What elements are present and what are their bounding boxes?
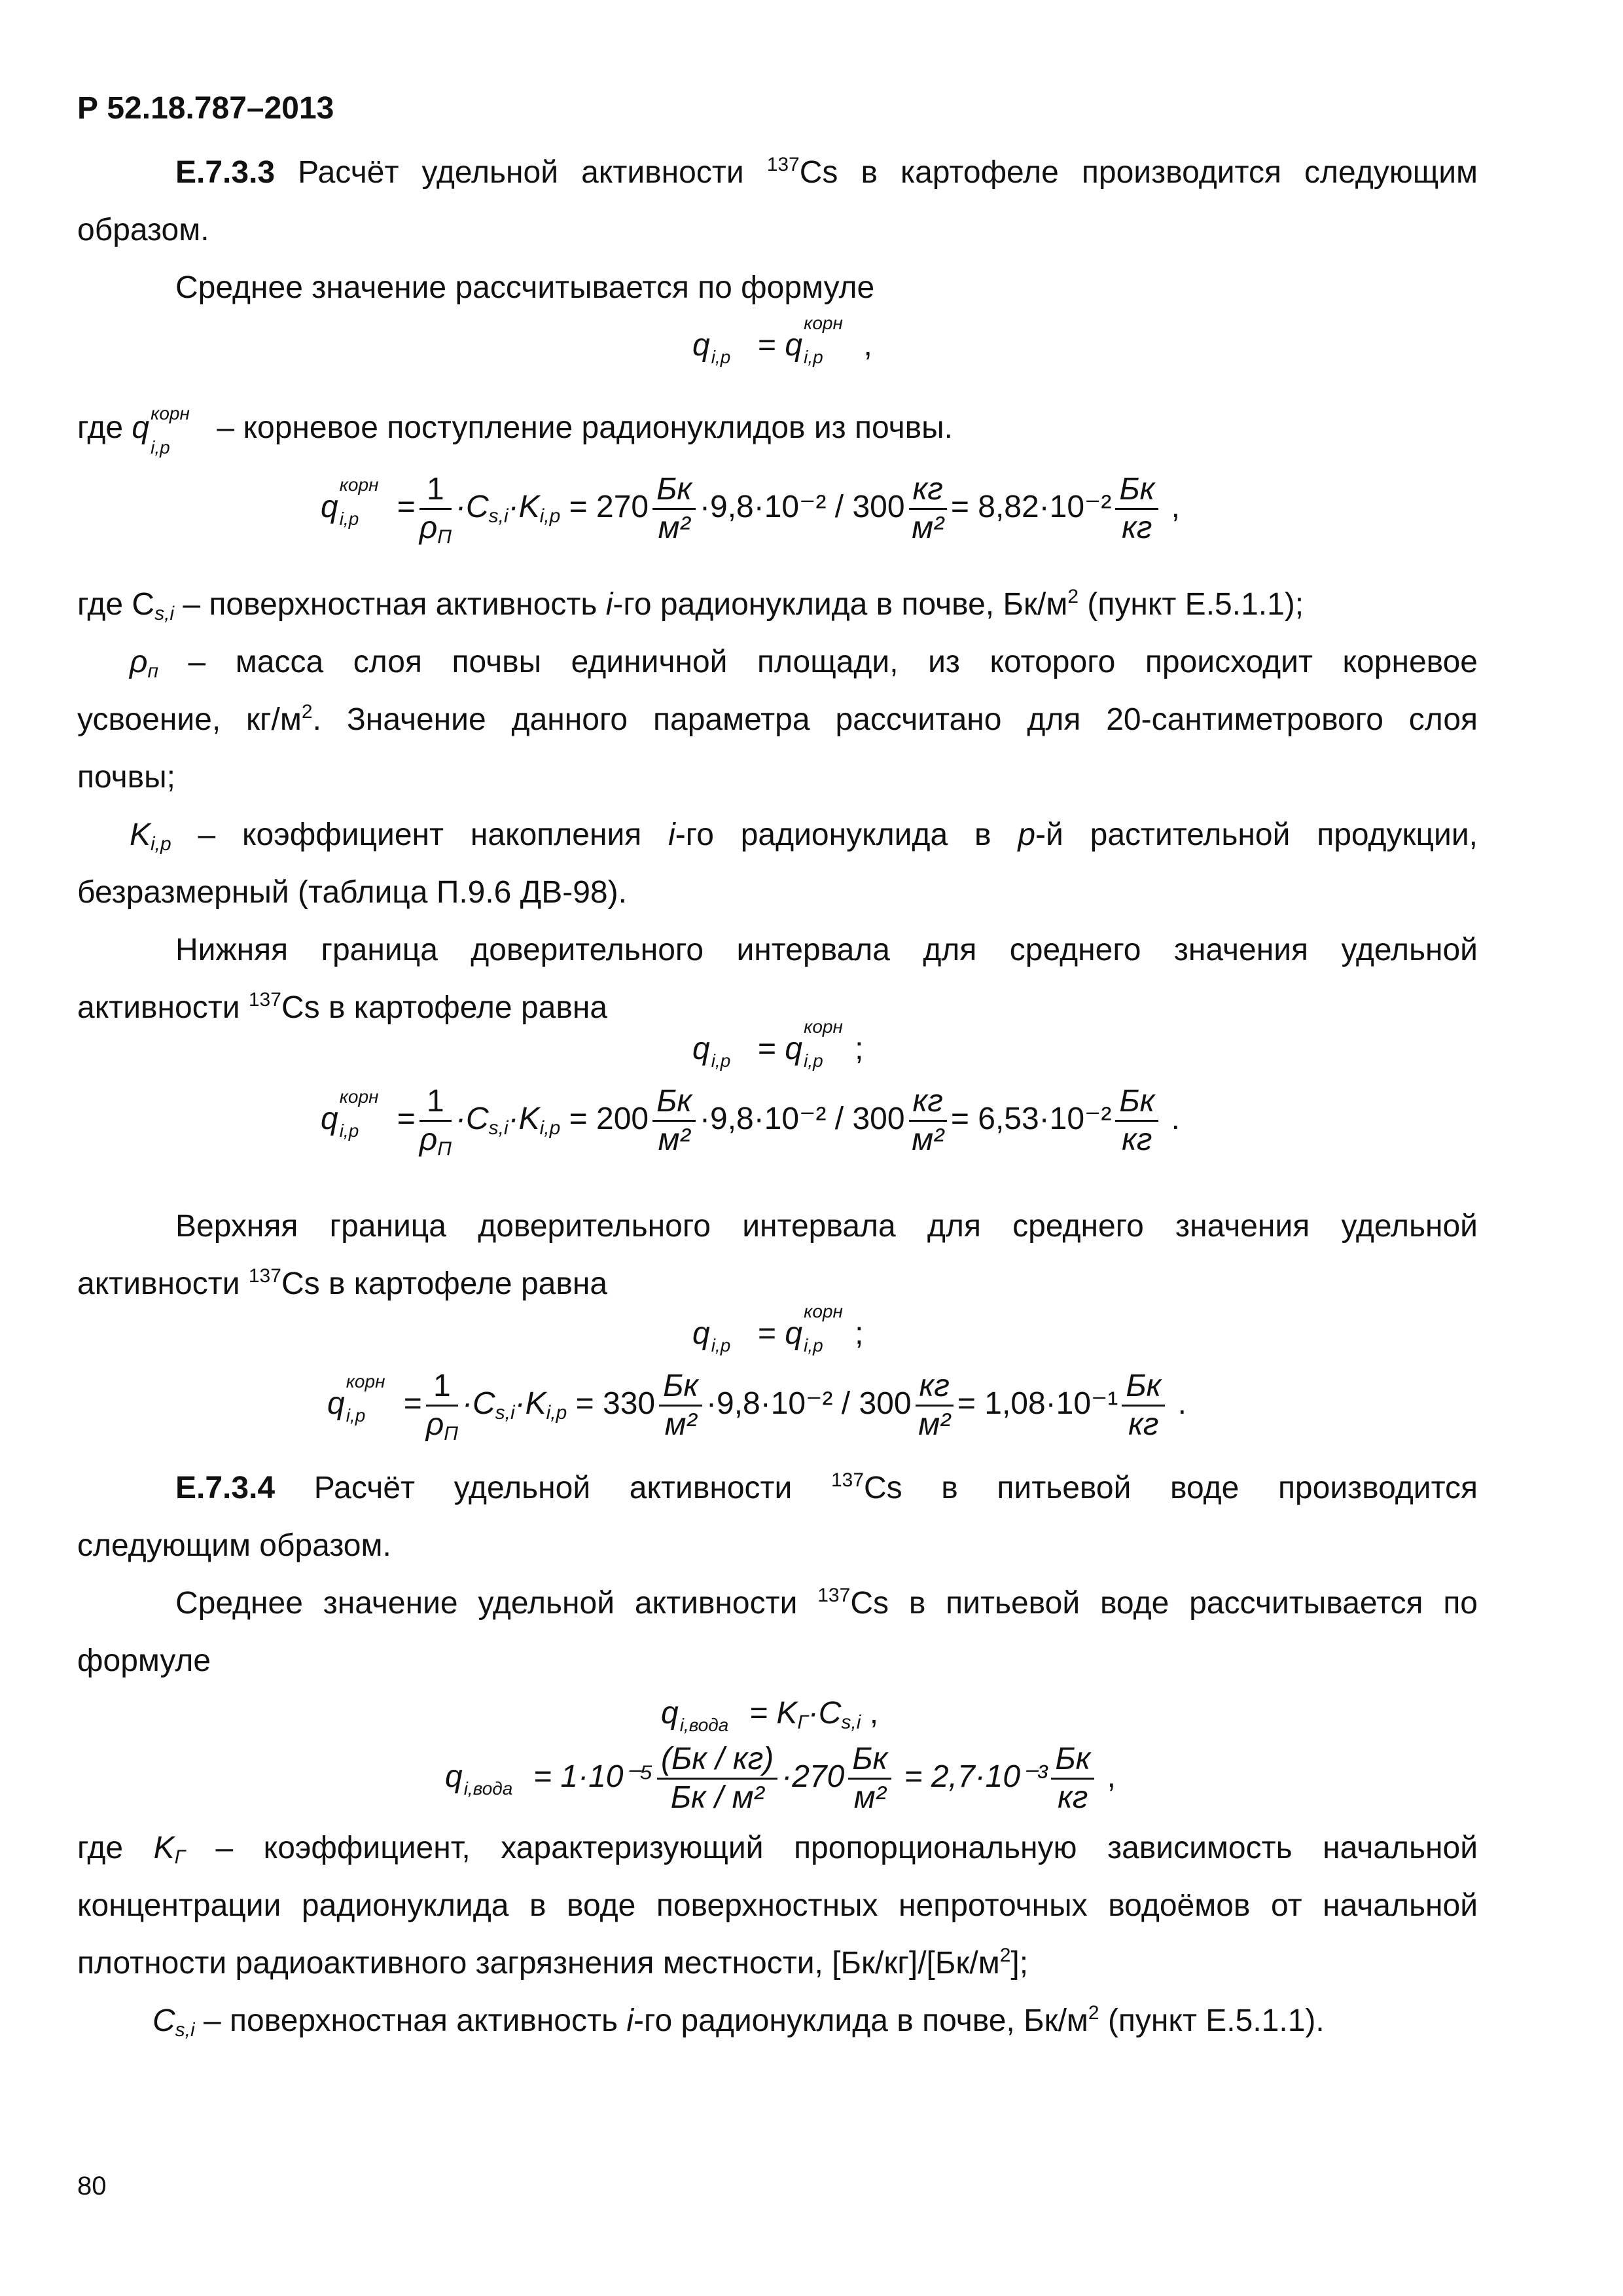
formula-punctuation: ;: [855, 1031, 864, 1066]
formula-symbol: q: [785, 1316, 803, 1351]
section-e734: [77, 1460, 1478, 1690]
formula-superscript: корн: [804, 313, 843, 333]
text-run: активности: [77, 990, 249, 1025]
formula-symbol: ·C: [808, 1696, 842, 1731]
formula-symbol: ρ: [425, 1407, 444, 1442]
rho-def-line2: [77, 691, 1478, 749]
fraction-numerator: 1: [419, 1083, 452, 1122]
formula-value: ·9,8·10⁻² / 300: [706, 1386, 912, 1422]
formula-subscript: s,i: [841, 1712, 861, 1733]
formula-subscript: Г: [797, 1712, 808, 1733]
formula-punctuation: ,: [855, 328, 872, 363]
formula-symbol: q: [692, 328, 710, 363]
section-e734-line2: следующим образом.: [77, 1528, 391, 1563]
formula-subscript: i,p: [151, 437, 170, 457]
formula-symbol: q: [327, 1386, 345, 1422]
formula-symbol: q: [321, 1102, 338, 1137]
fraction-numerator: Бк: [1115, 471, 1158, 510]
fraction-numerator: кг: [909, 1083, 947, 1122]
formula-subscript: s,i: [175, 2019, 195, 2041]
text-run: – поверхностная активность: [174, 587, 606, 622]
superscript: 2: [1088, 2002, 1099, 2024]
fraction-numerator: кг: [909, 471, 947, 510]
section-e733: [77, 144, 1478, 317]
formula-mean: [692, 313, 872, 367]
formula-symbol: q: [692, 1316, 710, 1351]
mean-formula-intro: Среднее значение рассчитывается по формуле: [175, 270, 875, 305]
kg-def-line1: [77, 1820, 1478, 1877]
section-e734-line1: [77, 1460, 1478, 1517]
definitions-block: [77, 576, 1478, 1037]
formula-superscript: корн: [339, 475, 379, 495]
formula-symbol: K: [153, 1831, 175, 1865]
fraction-denominator: кг: [1058, 1780, 1088, 1815]
formula-value: ·270: [781, 1759, 845, 1795]
fraction-numerator: 1: [426, 1368, 458, 1407]
water-intro-line1: [77, 1575, 1478, 1632]
formula-symbol: p: [1018, 817, 1036, 852]
text-run: Cs в картофеле производится следующим: [799, 155, 1478, 190]
text-run: -го радионуклида в почве, Бк/м: [633, 2003, 1088, 2038]
formula-value: ·9,8·10⁻² / 300: [700, 490, 905, 525]
formula-subscript: i,p: [804, 347, 823, 367]
isotope-mass: 137: [248, 989, 281, 1011]
text-run: Cs в картофеле равна: [281, 1266, 608, 1301]
text-run: – поверхностная активность: [194, 2003, 627, 2038]
formula-symbol: ·C: [461, 1386, 495, 1422]
k-def-line1: [77, 806, 1478, 864]
formula-operator: =: [749, 1316, 785, 1351]
formula-symbol: ·K: [508, 490, 540, 525]
fraction-numerator: Бк: [652, 471, 696, 510]
formula-symbol: ρ: [419, 511, 438, 545]
formula-symbol: K: [130, 817, 151, 852]
text-run: (пункт Е.5.1.1);: [1079, 587, 1304, 622]
formula-subscript: i,p: [339, 509, 359, 529]
fraction-numerator: Бк: [1122, 1368, 1165, 1407]
text-run: усвоение, кг/м: [77, 702, 302, 737]
text-run: Расчёт удельной активности: [275, 155, 767, 190]
formula-subscript: П: [437, 526, 452, 548]
formula-superscript: корн: [339, 1086, 379, 1107]
formula-water-general: [661, 1695, 879, 1735]
text-run: плотности радиоактивного загрязнения местности, [Бк/кг]/[Бк/м: [77, 1946, 1000, 1981]
formula-subscript: i,p: [151, 833, 171, 855]
formula-subscript: s,i: [488, 1117, 508, 1139]
fraction-numerator: Бк: [652, 1083, 696, 1122]
formula-symbol: ·C: [455, 1102, 489, 1137]
isotope-mass: 137: [830, 1469, 865, 1491]
text-run: Среднее значение удельной активности: [175, 1586, 818, 1621]
formula-subscript: i,p: [711, 1335, 731, 1355]
text-run: (пункт Е.5.1.1).: [1099, 2003, 1325, 2038]
superscript: 2: [1067, 586, 1079, 607]
text-run: – коэффициент, характеризующий пропорциональную зависимость начальной: [185, 1831, 1478, 1865]
formula-symbol: q: [692, 1031, 710, 1066]
where-cs-line: [77, 576, 1478, 634]
isotope-mass: 137: [248, 1265, 281, 1287]
document-code: Р 52.18.787–2013: [77, 91, 334, 126]
formula-value: = 200: [569, 1102, 649, 1137]
formula-symbol: ρ: [419, 1122, 438, 1157]
formula-operator: =: [397, 1102, 416, 1137]
formula-subscript: Г: [174, 1846, 185, 1868]
rho-def-line1: [77, 634, 1478, 691]
formula-punctuation: ,: [861, 1696, 879, 1731]
fraction-denominator: м²: [658, 511, 690, 545]
section-e733-line2: образом.: [77, 213, 209, 247]
formula-value: = 330: [575, 1386, 656, 1422]
formula-subscript: i,p: [346, 1405, 366, 1426]
formula-punctuation: .: [1169, 1386, 1186, 1422]
formula-subscript: i,p: [339, 1121, 359, 1141]
formula-subscript: s,i: [488, 505, 508, 528]
formula-subscript: i,p: [711, 1050, 731, 1071]
formula-lower: [692, 1016, 864, 1071]
section-number: Е.7.3.3: [175, 155, 276, 190]
formula-subscript: П: [437, 1138, 452, 1160]
formula-subscript: i,p: [711, 347, 731, 367]
where-root-line: [77, 399, 1478, 457]
fraction-denominator: м²: [918, 1407, 951, 1442]
upper-intro-line2: [77, 1255, 1478, 1313]
k-def-line2: безразмерный (таблица П.9.6 ДВ-98).: [77, 875, 627, 910]
kg-def-line2: концентрации радионуклида в воде поверхностных непроточных водоёмов от начальной: [77, 1888, 1478, 1923]
formula-symbol: ·K: [508, 1102, 540, 1137]
fraction-denominator: кг: [1122, 1122, 1152, 1157]
formula-symbol: q: [785, 1031, 803, 1066]
text-run: Cs в картофеле равна: [281, 990, 608, 1025]
text-run: – масса слоя почвы единичной площади, из которого происходит корневое: [158, 645, 1478, 679]
formula-symbol: q: [321, 490, 338, 525]
formula-subscript: s,i: [154, 603, 175, 624]
text-run: Cs в питьевой воде производится: [864, 1471, 1478, 1505]
formula-subscript: i,вода: [679, 1715, 729, 1735]
formula-subscript: i,p: [546, 1402, 567, 1424]
fraction-denominator: кг: [1122, 511, 1152, 545]
formula-subscript: i,p: [539, 505, 561, 528]
formula-punctuation: .: [1162, 1102, 1180, 1137]
formula-symbol: i: [605, 587, 613, 622]
formula-symbol: q: [661, 1696, 679, 1731]
fraction-denominator: м²: [853, 1780, 886, 1815]
text-run: Cs в питьевой воде рассчитывается по: [850, 1586, 1478, 1621]
formula-value: = 1,08·10⁻¹: [957, 1386, 1118, 1422]
formula-root-mean: [321, 471, 1180, 547]
upper-intro-line1: Верхняя граница доверительного интервала для среднего значения удельной: [175, 1209, 1478, 1244]
cs-def-line: [77, 1992, 1478, 2050]
text-run: где: [77, 410, 132, 445]
lower-intro-line1: Нижняя граница доверительного интервала для среднего значения удельной: [175, 933, 1478, 967]
formula-root-lower: [321, 1083, 1180, 1158]
text-run: . Значение данного параметра рассчитано для 20-сантиметрового слоя: [312, 702, 1478, 737]
upper-intro: [77, 1198, 1478, 1313]
fraction-denominator: м²: [664, 1407, 697, 1442]
formula-operator: =: [397, 490, 416, 525]
fraction-numerator: Бк: [659, 1368, 702, 1407]
text-run: ];: [1010, 1946, 1029, 1981]
fraction-numerator: Бк: [1115, 1083, 1158, 1122]
formula-symbol: C: [152, 2003, 175, 2038]
rho-def-line3: почвы;: [77, 760, 175, 795]
formula-value: = 6,53·10⁻²: [950, 1102, 1112, 1137]
formula-superscript: корн: [151, 403, 190, 423]
formula-subscript: i,p: [804, 1050, 823, 1071]
formula-symbol: ·K: [514, 1386, 546, 1422]
text-run: – корневое поступление радионуклидов из почвы.: [208, 410, 953, 445]
fraction-numerator: кг: [916, 1368, 954, 1407]
water-intro-line2: формуле: [77, 1643, 211, 1678]
fraction-denominator: Бк / м²: [670, 1780, 764, 1815]
text-run: активности: [77, 1266, 249, 1301]
fraction-numerator: Бк: [1051, 1741, 1094, 1780]
fraction-numerator: 1: [419, 471, 452, 510]
formula-symbol: q: [785, 328, 803, 363]
formula-superscript: корн: [804, 1301, 843, 1321]
formula-subscript: п: [147, 660, 159, 682]
formula-symbol: q: [132, 410, 150, 445]
fraction-denominator: м²: [912, 1122, 944, 1157]
fraction-numerator: (Бк / кг): [657, 1741, 777, 1780]
isotope-mass: 137: [817, 1585, 851, 1606]
formula-subscript: i,вода: [463, 1778, 513, 1799]
fraction-denominator: м²: [658, 1122, 690, 1157]
water-definitions: [77, 1820, 1478, 2050]
formula-symbol: ρ: [130, 645, 148, 679]
text-run: -го радионуклида в: [675, 817, 1018, 852]
superscript: 2: [301, 701, 313, 723]
formula-root-upper: [327, 1368, 1186, 1443]
section-number: Е.7.3.4: [175, 1471, 276, 1505]
formula-upper: [692, 1301, 864, 1355]
formula-symbol: i: [668, 817, 675, 852]
formula-subscript: П: [444, 1423, 458, 1444]
fraction-numerator: Бк: [848, 1741, 891, 1780]
formula-symbol: q: [445, 1759, 463, 1795]
formula-symbol: i: [626, 2003, 633, 2038]
section-e733-line1: [77, 144, 1478, 202]
superscript: 2: [999, 1945, 1011, 1966]
text-run: где: [77, 1831, 154, 1865]
formula-punctuation: ,: [1098, 1759, 1116, 1795]
formula-symbol: = K: [740, 1696, 798, 1731]
formula-subscript: s,i: [495, 1402, 515, 1424]
formula-water-value: [445, 1741, 1116, 1816]
formula-value: = 2,7·10⁻³: [895, 1759, 1048, 1795]
formula-value: = 270: [569, 490, 649, 525]
formula-value: = 1·10⁻⁵: [524, 1759, 653, 1795]
text-run: где C: [77, 587, 155, 622]
isotope-mass: 137: [766, 154, 800, 175]
fraction-denominator: кг: [1128, 1407, 1159, 1442]
formula-value: ·9,8·10⁻² / 300: [700, 1102, 905, 1137]
text-run: – коэффициент накопления: [171, 817, 669, 852]
kg-def-line3: [77, 1935, 1478, 1992]
formula-operator: =: [749, 1031, 785, 1066]
formula-punctuation: ,: [1162, 490, 1180, 525]
text-run: -го радионуклида в почве, Бк/м: [613, 587, 1068, 622]
formula-superscript: корн: [804, 1016, 843, 1037]
text-run: Расчёт удельной активности: [275, 1471, 831, 1505]
page-number: 80: [77, 2172, 107, 2200]
text-run: -й растительной продукции,: [1035, 817, 1478, 852]
formula-value: = 8,82·10⁻²: [950, 490, 1112, 525]
formula-subscript: i,p: [539, 1117, 561, 1139]
formula-symbol: ·C: [455, 490, 489, 525]
formula-operator: =: [403, 1386, 422, 1422]
formula-operator: =: [749, 328, 785, 363]
formula-subscript: i,p: [804, 1335, 823, 1355]
fraction-denominator: м²: [912, 511, 944, 545]
formula-punctuation: ;: [855, 1316, 864, 1351]
formula-superscript: корн: [346, 1371, 385, 1392]
lower-intro-line2: [77, 979, 1478, 1037]
